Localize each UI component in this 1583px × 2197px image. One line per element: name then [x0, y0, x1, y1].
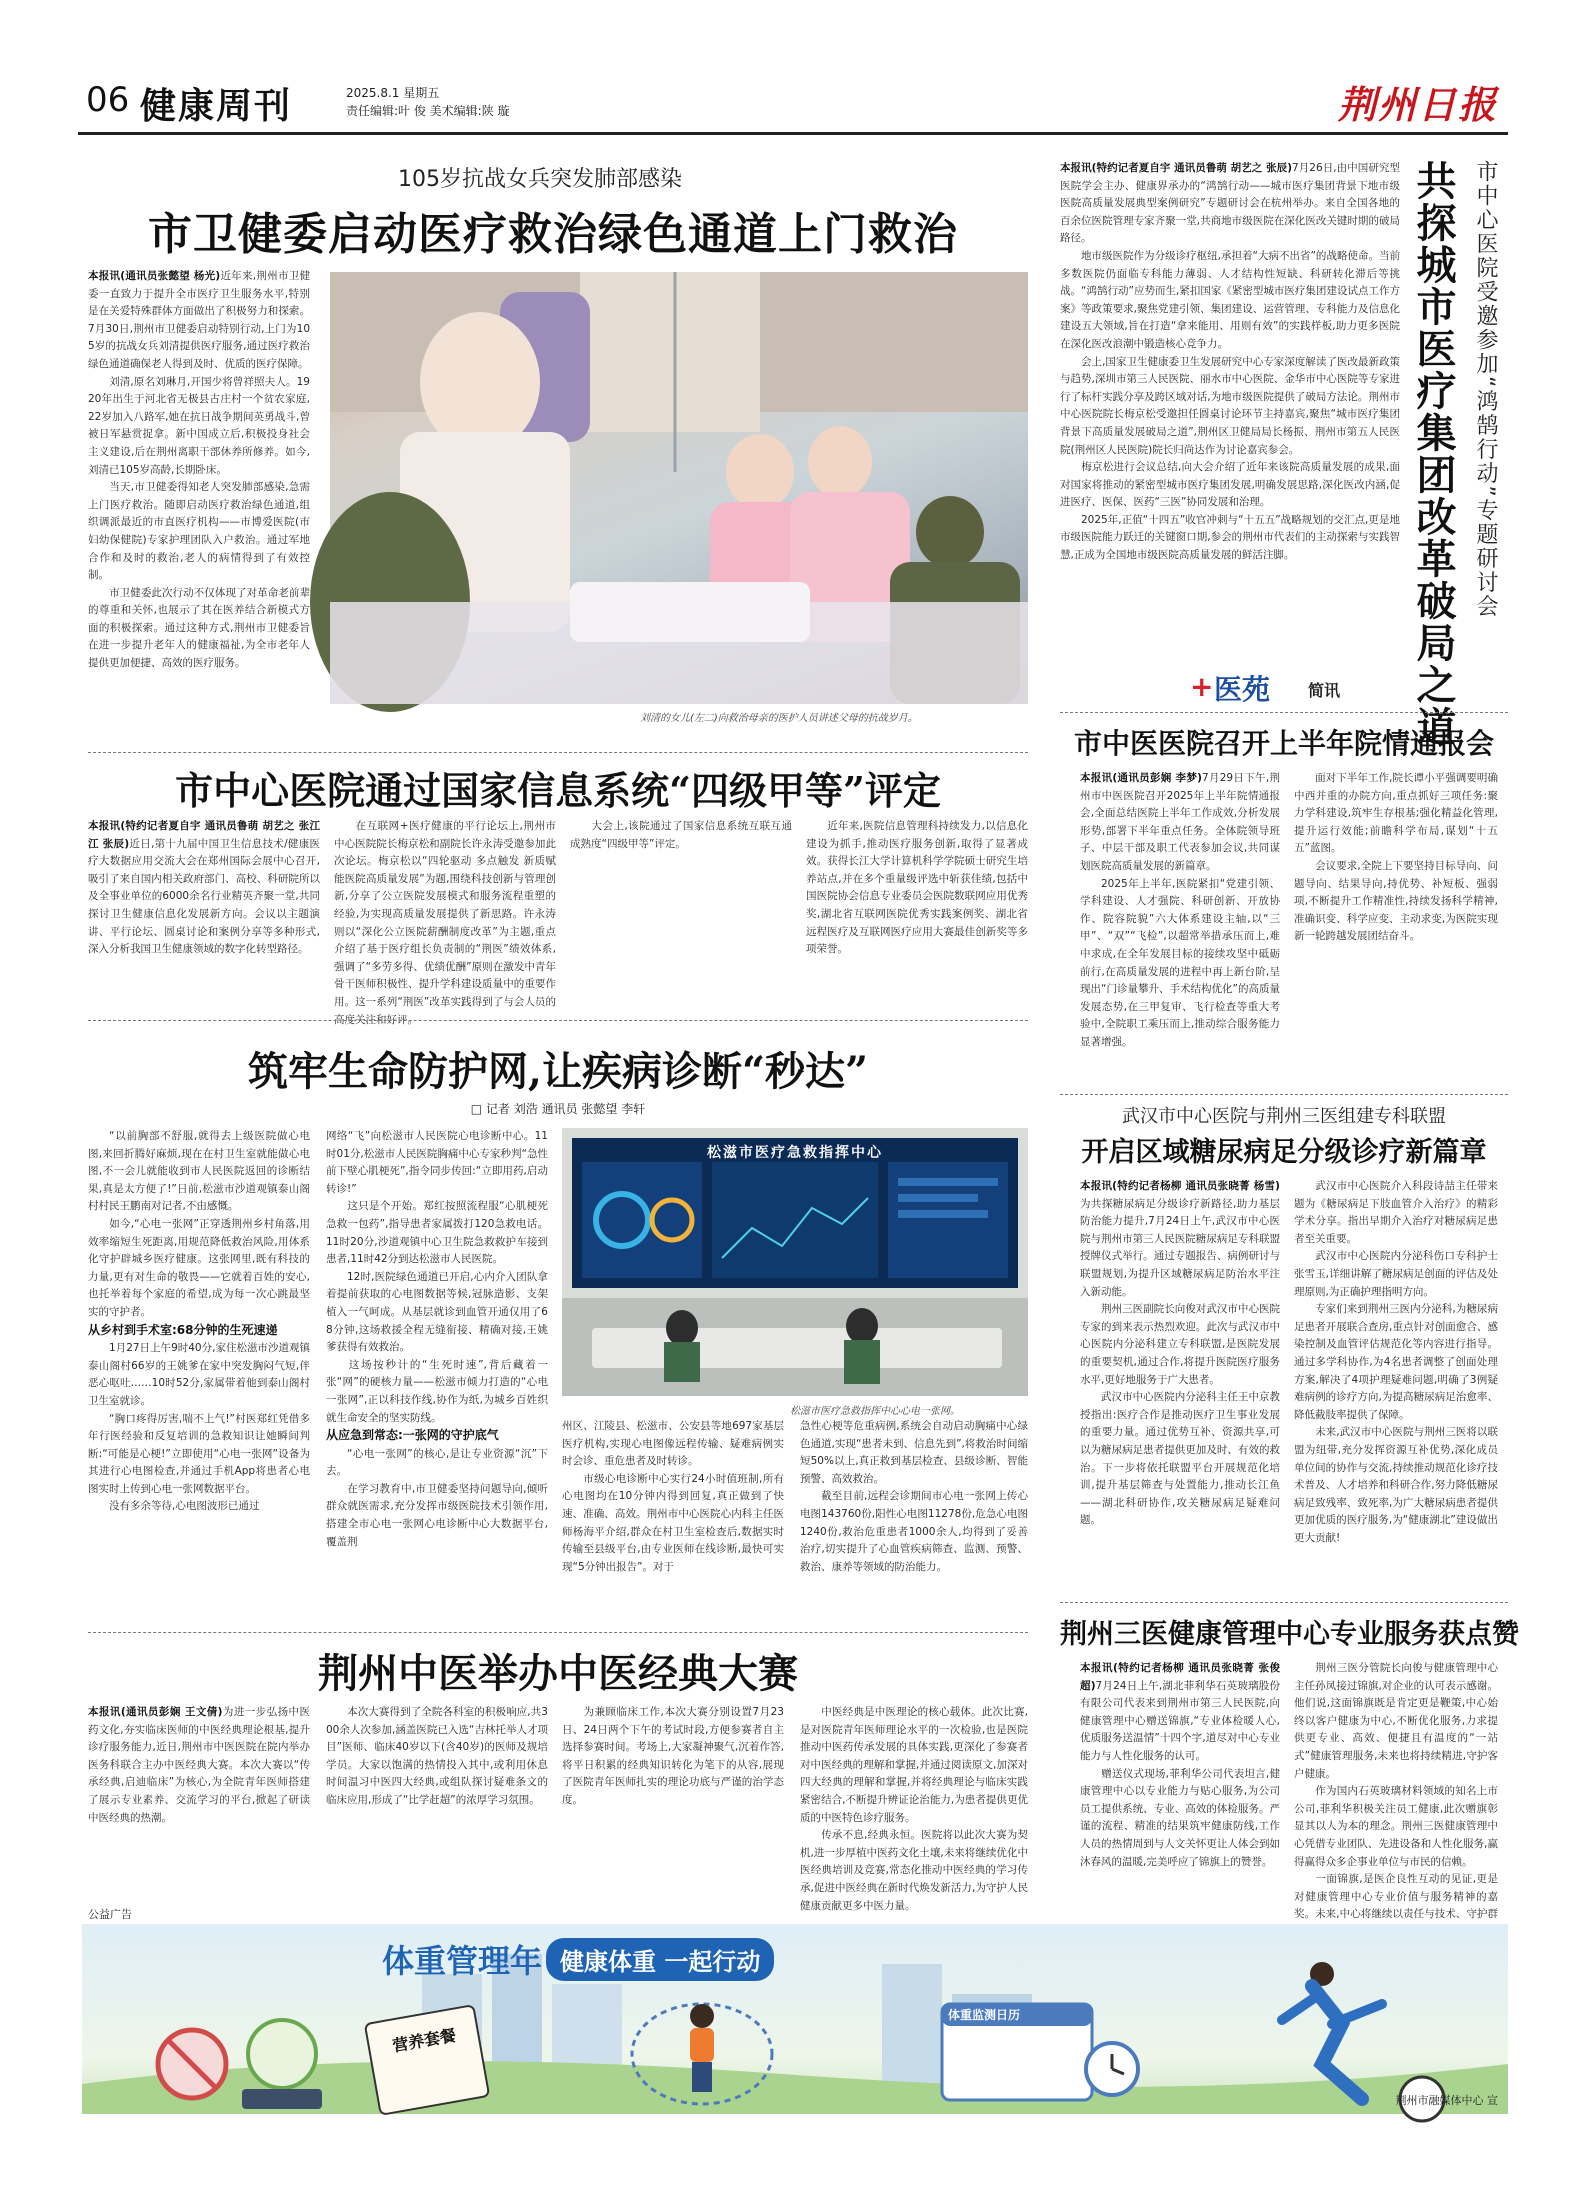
b1-col-1: 本报讯(通讯员彭娴 李梦)7月29日下午,荆州市中医医院召开2025年上半年院情通报会,全面总结医院上半年工作成效,分析发展形势,部署下半年重点任务。全体院领导班子、中层干部及职工代表参加会议,共同谋划医院高质量发展的新篇章。 2025年上半年,医院紧扣“党建引领、学科建设、人才强院、科研创新、开放协作、院容院貌”六大体系建设主轴,以“三甲”、“双”“飞检”,以超常举措承压而上,难中求成,在全年发展目标的接续攻坚中砥砺前行,在高质量发展的进程中再上新台阶,呈现出“门诊量攀升、手术结构优化”的高质量发展态势,在三甲复审、飞行检查等重大考验中,全院职工乘压而上,推动综合服务能力显著增强。 — [1080, 772, 1280, 1048]
a1-photo — [330, 272, 1028, 704]
a5-col-2: 本次大赛得到了全院各科室的积极响应,共300余人次参加,涵盖医院已入选“吉林托举人才项目”医师、临床40岁以下(含40岁)的医师及规培学员。大家以饱满的热情投入其中,或利用休息时间温习中医四大经典,或组队探讨疑难条文的临床应用,形成了“比学赶超”的浓厚学习氛围。 — [326, 1706, 548, 1806]
screen-title: 松滋市医疗急救指挥中心 — [707, 1145, 883, 1161]
a3-col-1: 本报讯(特约记者夏自宇 通讯员鲁萌 胡艺之 张江江 张辰)近日,第十九届中国卫生信息技术/健康医疗大数据应用交流大会在郑州国际会展中心召开,吸引了来自国内相关政府部门、高校、科研院所以及全事业单位的6000余名行业精英齐聚一堂,共同探讨卫生健康信息化发展新方向。会议以主题演讲、平行论坛、圆桌讨论和案例分享等多种形式,深入分析我国卫生健康领域的数字化转型路径。 — [88, 820, 320, 956]
public-ad — [82, 1924, 1508, 2114]
b2-kicker: 武汉市中心医院与荆州三医组建专科联盟 — [1122, 1106, 1446, 1127]
b2-col-2: 武汉市中心医院介入科段诗喆主任带来题为《糖尿病足下肢血管介入治疗》的精彩学术分享。指出早期介入治疗对糖尿病足患者至关重要。 武汉市中心医院内分泌科伤口专科护士张雪玉,详细讲解了糖尿病足创面的评估及处理原则,为正确护理指明方向。 专家们来到荆州三医内分泌科,为糖尿病足患者开展联合查房,重点针对创面愈合、感染控制及血管评估规范化等内容进行指导。通过多学科协作,为4名患者调整了创面处理方案,解决了4项护理疑难问题,明确了3例疑难病例的诊疗方向,为提高糖尿病足治愈率、降低截肢率提供了保障。 未来,武汉市中心医院与荆州三医将以联盟为纽带,充分发挥资源互补优势,深化成员单位间的协作与交流,持续推动规范化诊疗技术普及、人才培养和科研合作,努力降低糖尿病足致残率、致死率,为广大糖尿病患者提供更加优质的医疗服务,为“健康湖北”建设做出更大贡献! — [1294, 1180, 1498, 1544]
a2-title: 共探城市医疗集团改革破局之道 — [1410, 160, 1457, 748]
a5-col-1: 本报讯(通讯员彭娴 王文倩)为进一步弘扬中医药文化,夯实临床医师的中医经典理论根基,提升诊疗服务能力,近日,荆州市中医医院在院内举办医务科联合主办中医经典大赛。本次大赛以“传承经典,启迪临床”为核心,为全院青年医师搭建了展示专业素养、交流学习的平台,掀起了研读中医经典的热潮。 — [88, 1706, 311, 1824]
a3-col-2: 在互联网+医疗健康的平行论坛上,荆州市中心医院院长梅京松和副院长许永涛受邀参加此次论坛。梅京松以“四轮驱动 多点触发 新质赋能医院高质量发展”为题,围绕科技创新与管理创新,分享了公立医院发展模式和服务流程重塑的经验,为实现高质量发展提供了新思路。许永涛则以“深化公立医院薪酬制度改革”为主题,重点介绍了基于医疗组长负责制的“荆医”绩效体系,强调了“多劳多得、优绩优酬”原则在激发中青年骨干医师积极性、提升学科建设质量中的重要作用。这一系列“荆医”改革实践得到了与会人员的高度关注和好评。 — [334, 820, 556, 1026]
a1-text-col: 本报讯(通讯员张懿望 杨光)近年来,荆州市卫健委一直致力于提升全市医疗卫生服务水平,特别是在关爱特殊群体方面做出了积极努力和探索。7月30日,荆州市卫健委启动特别行动,上门为105岁的抗战女兵刘清提供医疗服务,通过医疗救治绿色通道确保老人得到及时、优质的医疗保障。 刘清,原名刘琳月,开国少将曾祥照夫人。1920年出生于河北省无极县古庄村一个贫农家庭,22岁加入八路军,她在抗日战争期间英勇战斗,曾被日军悬赏捉拿。新中国成立后,积极投身社会主义建设,后在荆州离职干部休养所修养。如今,刘清已105岁高龄,长期卧床。 当天,市卫健委得知老人突发肺部感染,急需上门医疗救治。随即启动医疗救治绿色通道,组织调派最近的市直医疗机构——市博爱医院(市妇幼保健院)专家护理团队入户救治。通过军地合作和及时的救治,老人的病情得到了有效控制。 市卫健委此次行动不仅体现了对革命老前辈的尊重和关怀,也展示了其在医养结合新模式方面的积极探索。通过这种方式,荆州市卫健委旨在进一步提升老年人的健康福祉,为全市老年人提供更加便捷、高效的医疗服务。 — [88, 270, 310, 670]
briefs-logo — [1190, 668, 1410, 706]
b3-title: 荆州三医健康管理中心专业服务获点赞 — [1060, 1619, 1519, 1650]
ad-illustration — [82, 1924, 1508, 2114]
a3-title: 市中心医院通过国家信息系统“四级甲等”评定 — [175, 768, 941, 813]
paper-logo: 荆州日报 — [1337, 82, 1498, 127]
a4-photo-caption: 松滋市医疗急救指挥中心心电一张网。 — [790, 1406, 960, 1417]
masthead-rule — [78, 132, 1508, 135]
a1-photo-caption: 刘清的女儿(左二)向救治母亲的医护人员讲述父母的抗战岁月。 — [640, 713, 918, 724]
a2-deck: 市中心医院受邀参加“鸿鹄行动”专题研讨会 — [1473, 160, 1498, 619]
a4-byline: □ 记者 刘浩 通讯员 张懿望 李轩 — [470, 1102, 646, 1116]
b1-col-2: 面对下半年工作,院长谭小平强调要明确中西并重的办院方向,重点抓好三项任务:聚力学科建设,筑牢生存根基;强化精益化管理,提升运行效能;前瞻科学布局,谋划“十五五”蓝图。 会议要求,全院上下要坚持目标导向、问题导向、结果导向,持优势、补短板、强弱项,不断提升工作精准性,持续发扬科学精神,准确识变、科学应变、主动求变,为医院实现新一轮跨越发展团结奋斗。 — [1294, 772, 1498, 943]
issue-date: 2025.8.1 星期五 — [346, 86, 440, 100]
a1-kicker: 105岁抗战女兵突发肺部感染 — [398, 167, 682, 192]
ad-card-title: 营养套餐 — [391, 2025, 458, 2056]
b3-col-1: 本报讯(特约记者杨柳 通讯员张晓菁 张俊超)7月24日上午,湖北菲利华石英玻璃股份有限公司代表来到荆州市第三人民医院,向健康管理中心赠送锦旗,“专业体检暖人心,优质服务送温情”十四个字,道尽对中心专业能力与人性化服务的认可。 赠送仪式现场,菲利华公司代表坦言,健康管理中心以专业能力与贴心服务,为公司员工提供系统、专业、高效的体检服务。严谨的流程、精准的结果筑牢健康防线,工作人员的热情周到与人文关怀更让人体会到如沐春风的温暖,完美呼应了锦旗上的赞誉。 — [1080, 1662, 1280, 1868]
a4-subhead-2: 从应急到常态:一张网的守护底气 — [326, 1428, 499, 1443]
a4-title: 筑牢生命防护网,让疾病诊断“秒达” — [248, 1048, 868, 1095]
a2-text-col: 本报讯(特约记者夏自宇 通讯员鲁萌 胡艺之 张辰)7月26日,由中国研究型医院学会主办、健康界承办的“鸿鹄行动——城市医疗集团背景下地市级医院高质量发展典型案例研究”专题研讨会在杭州举办。来自全国各地的百余位医院管理专家齐聚一堂,共商地市级医院在深化医改关键时期的破局路径。 地市级医院作为分级诊疗枢纽,承担着“大病不出省”的战略使命。当前多数医院仍面临专科能力薄弱、人才结构性短缺、科研转化滞后等挑战。“鸿鹄行动”应势而生,紧扣国家《紧密型城市医疗集团建设试点工作方案》等政策要求,聚焦党建引领、集团建设、运营管理、专科能力及信息化建设五大领域,旨在打造“拿来能用、用则有效”的实践样板,助力更多医院在深化医改浪潮中锻造核心竞争力。 会上,国家卫生健康委卫生发展研究中心专家深度解读了医改最新政策与趋势,深圳市第三人民医院、丽水市中心医院、金华市中心医院等专家进行了标杆实践分享及跨区域对话,为地市级医院提供了破局方法论。荆州市中心医院院长梅京松受邀担任圆桌讨论环节主持嘉宾,聚焦“城市医疗集团背景下高质量发展破局之道”,荆州区卫健局局长杨振、荆州市第五人民医院(荆州区人民医院)院长归尚达作为讨论嘉宾参会。 梅京松进行会议总结,向大会介绍了近年来该院高质量发展的成果,面对国家将推动的紧密型城市医疗集团发展,明确发展思路,深化医改内涵,促进医疗、医保、医药“三医”协同发展和治理。 2025年,正值“十四五”收官冲刺与“十五五”战略规划的交汇点,更是地市级医院能力跃迁的关键窗口期,参会的荆州市代表们的主动探索与实践智慧,正成为全国地市级医院高质量发展的鲜活注脚。 — [1060, 162, 1400, 562]
section-name: 健康周刊 — [140, 85, 293, 127]
a5-col-4: 中医经典是中医理论的核心载体。此次比赛,是对医院青年医师理论水平的一次检验,也是医院推动中医药传承发展的具体实践,更深化了参赛者对中医经典的理解和掌握,并通过阅读原文,加深对四大经典的理解和掌握,并将经典理论与临床实践紧密结合,不断提升辨证论治能力,为患者提供更优质的中医特色诊疗服务。 传承不息,经典永恒。医院将以此次大赛为契机,进一步厚植中医药文化土壤,未来将继续优化中医经典培训及竞赛,常态化推动中医经典的学习传承,促进中医经典在新时代焕发新活力,为守护人民健康贡献更多中医力量。 — [800, 1706, 1028, 1912]
a4-subhead-1: 从乡村到手术室:68分钟的生死速递 — [88, 1322, 278, 1337]
ad-slogan: 健康体重 一起行动 — [546, 1938, 774, 1981]
b2-title: 开启区域糖尿病足分级诊疗新篇章 — [1081, 1137, 1487, 1168]
ad-credit: 荆州市融媒体中心 宣 — [1395, 2094, 1498, 2107]
a4-col-3: 州区、江陵县、松滋市、公安县等地697家基层医疗机构,实现心电图像远程传输、疑难病例实时会诊、重危患者及时转诊。 市级心电诊断中心实行24小时值班制,所有心电图均在10分钟内得到回复,真正做到了快速、准确、高效。荆州市中心医院心内科主任医师杨海平介绍,群众在村卫生室检查后,数据实时传输至县级平台,由专业医师在线诊断,最快可实现“5分钟出报告”。对于 — [562, 1420, 784, 1573]
b3-col-2: 荆州三医分管院长向俊与健康管理中心主任孙凤接过锦旗,对企业的认可表示感谢。他们说,这面锦旗既是肯定更是鞭策,中心始终以客户健康为中心,不断优化服务,力求提供更专业、高效、便捷且有温度的“一站式”健康管理服务,未来也将持续精进,守护客户健康。 作为国内石英玻璃材料领域的知名上市公司,菲利华积极关注员工健康,此次赠旗彰显其以人为本的理念。荆州三医健康管理中心凭借专业团队、先进设备和人性化服务,赢得赢得众多企事业单位与市民的信赖。 一面锦旗,是医企良性互动的见证,更是对健康管理中心专业价值与服务精神的嘉奖。未来,中心将继续以责任与技术、守护群 — [1294, 1662, 1498, 1921]
a3-col-3: 大会上,该院通过了国家信息系统互联互通成熟度“四级甲等”评定。 — [570, 820, 792, 850]
a4-col-2: 网络“飞”向松滋市人民医院心电诊断中心。11时01分,松滋市人民医院胸痛中心专家秒判“急性前下壁心肌梗死”,指令同步传回:“立即用药,启动转诊!” 这只是个开始。郑红按照流程服“心肌梗死急救一包药”,指导患者家属拨打120急救电话。11时20分,沙道观镇中心卫生院急救救护车接到患者,11时42分到达松滋市人民医院。 12时,医院绿色通道已开启,心内介入团队拿着提前获取的心电图数据等候,冠脉造影、支架植入一气呵成。从基层就诊到血管开通仅用了68分钟,这场救援全程无缝衔接、精确对接,王姚爹获得有效救治。 这场按秒计的“生死时速”,背后藏着一张“网”的硬核力量——松滋市倾力打造的“心电一张网”,正以科技作线,协作为纸,为城乡百姓织就生命安全的坚实防线。 从应急到常态:一张网的守护底气 “心电一张网”的核心,是让专业资源“沉”下去。 在学习教育中,市卫健委坚持问题导向,倾听群众就医需求,充分发挥市级医院技术引领作用,搭建全市心电一张网心电诊断中心大数据平台,覆盖荆 — [326, 1130, 548, 1548]
cross-icon: + — [1190, 670, 1214, 703]
a1-lead: 本报讯(通讯员张懿望 杨光) — [88, 270, 221, 282]
a1-photo-illustration — [330, 272, 1028, 704]
ad-label: 公益广告 — [88, 1908, 132, 1921]
a4-photo-illustration — [562, 1128, 1028, 1396]
a3-col-4: 近年来,医院信息管理科持续发力,以信息化建设为抓手,推动医疗服务创新,取得了显著成效。获得长江大学计算机科学学院硕士研究生培养站点,并在多个重量级评选中斩获佳绩,包括中国医院协会信息专业委员会医院数联网应用优秀奖,湖北省互联网医院优秀实践案例奖、湖北省远程医疗及互联网医疗应用大赛最佳创新奖等多项荣誉。 — [806, 820, 1028, 956]
page-number: 06 — [86, 80, 130, 120]
b2-col-1: 本报讯(特约记者杨柳 通讯员张晓菁 杨雪)为共探糖尿病足分级诊疗新路径,助力基层防治能力提升,7月24日上午,武汉市中心医院与荆州市第三人民医院糖尿病足专科联盟授牌仪式举行。通过专题报告、病例研讨与联盟规划,为提升区域糖尿病足防治水平注入新动能。 荆州三医副院长向俊对武汉市中心医院专家的到来表示热烈欢迎。此次与武汉市中心医院内分泌科建立专科联盟,是医院发展的重要契机,通过合作,将提升医院医疗服务水平,更好地服务于广大患者。 武汉市中心医院内分泌科主任王中京教授指出:医疗合作是推动医疗卫生事业发展的重要力量。通过优势互补、资源共享,可以为糖尿病足患者提供更加及时、有效的救治。下一步将依托联盟平台开展规范化培训,提升基层筛查与处置能力,推动长江鱼——湖北科研协作,攻关糖尿病足疑难问题。 — [1080, 1180, 1280, 1527]
masthead — [78, 78, 1508, 128]
briefs-logo-text: 医苑 — [1214, 673, 1271, 706]
a4-col-4: 急性心梗等危重病例,系统会自动启动胸痛中心绿色通道,实现“患者未到、信息先到”,将救治时间缩短50%以上,真正救到基层检查、县级诊断、智能预警、高效救治。 截至目前,远程会诊期间市心电一张网上传心电图143760份,阳性心电图11278份,危急心电图1240份,救治危重患者1000余人,均得到了妥善治疗,切实提升了心血管疾病筛查、监测、预警、救治、康养等领域的防治能力。 — [800, 1420, 1028, 1573]
a4-col-1: “以前胸部不舒服,就得去上级医院做心电图,来回折腾好麻烦,现在在村卫生室就能做心电图,不一会儿就能收到市人民医院返回的诊断结果,真是太方便了!”日前,松滋市沙道观镇泰山阁村村民王鹏南对记者,不由感慨。 如今,“心电一张网”正穿透荆州乡村角落,用效率缩短生死距离,用规范降低救治风险,用体系化守护辟城乡医疗健康。这张网里,既有科技的力量,更有对生命的敬畏——它就着百姓的安心,也托举着每个家庭的希望,成为每一次心跳最坚实的守护者。 从乡村到手术室:68分钟的生死速递 1月27日上午9时40分,家住松滋市沙道观镇泰山阁村66岁的王姚爹在家中突发胸闷气短,伴恶心呕吐……10时52分,家属带着他到泰山阁村卫生室就诊。 “胸口疼得厉害,喘不上气!”村医郑红凭借多年行医经验和反复培训的急救知识让她瞬间判断:“可能是心梗!”立即使用“心电一张网”设备为其进行心电图检查,并通过手机App将患者心电图实时上传到心电一张网数据平台。 没有多余等待,心电图波形已通过 — [88, 1130, 310, 1513]
b1-title: 市中医医院召开上半年院情通报会 — [1073, 727, 1494, 760]
editors: 责任编辑:叶 俊 美术编辑:陕 璇 — [346, 104, 510, 118]
a5-title: 荆州中医举办中医经典大赛 — [318, 1650, 798, 1697]
ad-title: 体重管理年 — [382, 1942, 543, 1980]
a1-title: 市卫健委启动医疗救治绿色通道上门救治 — [148, 209, 958, 260]
briefs-label: 简讯 — [1308, 681, 1341, 700]
a4-photo — [562, 1128, 1028, 1396]
ad-calendar-label: 体重监测日历 — [948, 2008, 1021, 2022]
a5-col-3: 为兼顾临床工作,本次大赛分别设置7月23日、24日两个下午的考试时段,方便参赛者自主选择参赛时间。考场上,大家凝神聚气,沉着作答,将平日积累的经典知识转化为笔下的从容,展现了医院青年医师扎实的理论功底与严谨的治学态度。 — [562, 1706, 784, 1806]
a2-header — [1405, 160, 1505, 748]
